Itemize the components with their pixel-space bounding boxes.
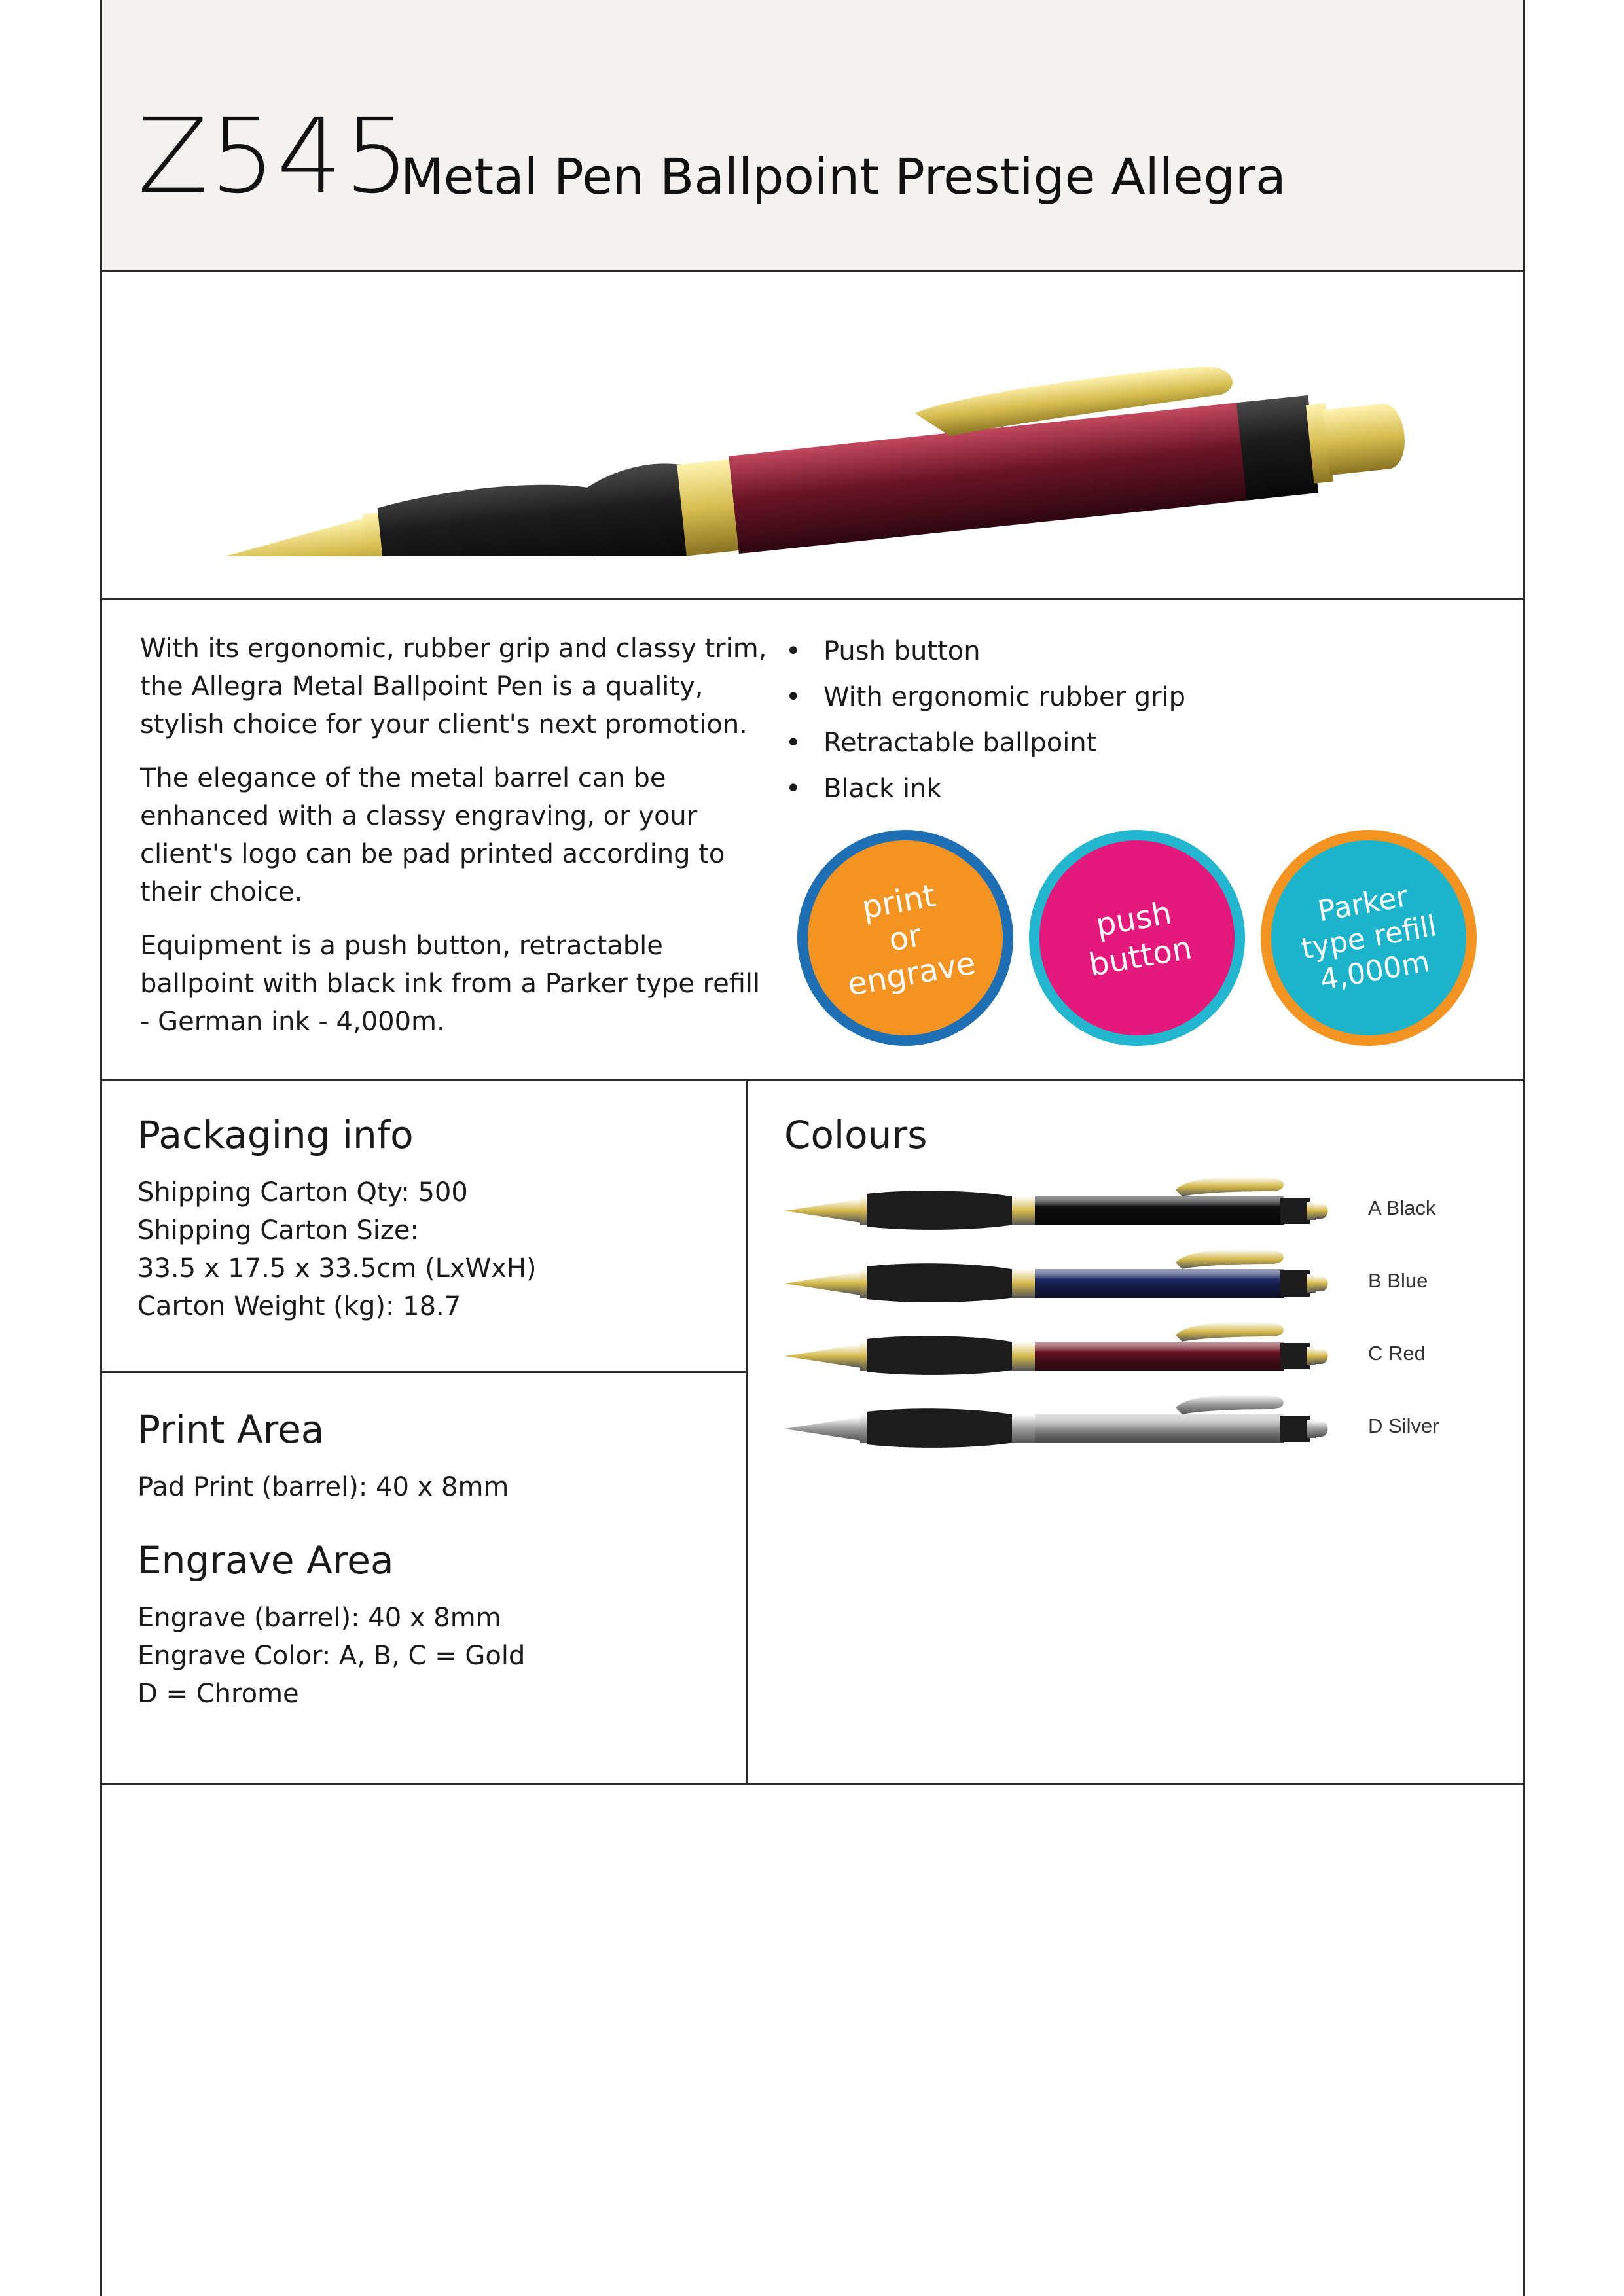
colour-label: A Black [1368, 1196, 1436, 1219]
feature-list [785, 628, 1185, 812]
colour-pen-3 [783, 1316, 1333, 1381]
description-paragraph: With its ergonomic, rubber grip and classy trim, the Allegra Metal Ballpoint Pen is a quality, stylish choice for your client's next promotion. [140, 634, 767, 740]
colours-title: Colours [784, 1113, 928, 1157]
print-area-info [137, 1468, 509, 1506]
product-code: Z545 [137, 96, 411, 217]
feature-item: • Retractable ballpoint [785, 720, 1185, 766]
description-paragraph: Equipment is a push button, retractable ballpoint with black ink from a Parker type refill - German ink - 4,000m. [140, 931, 761, 1037]
feature-item: • Push button [785, 628, 1185, 674]
packaging-line: Carton Weight (kg): 18.7 [137, 1291, 461, 1321]
product-title: Metal Pen Ballpoint Prestige Allegra [401, 147, 1286, 206]
colour-label: D Silver [1368, 1414, 1439, 1437]
colour-pen-1 [783, 1170, 1333, 1236]
packaging-title: Packaging info [137, 1113, 414, 1157]
badge-push-button: push button [1029, 830, 1245, 1046]
engrave-area-line: Engrave (barrel): 40 x 8mm [137, 1603, 501, 1633]
engrave-area-line: Engrave Color: A, B, C = Gold [137, 1641, 526, 1671]
engrave-area-title: Engrave Area [137, 1538, 394, 1583]
print-area-title: Print Area [137, 1407, 325, 1452]
packaging-line: Shipping Carton Size: [137, 1215, 419, 1246]
hero-pen-image [164, 308, 1440, 556]
print-area-line: Pad Print (barrel): 40 x 8mm [137, 1472, 509, 1502]
divider [102, 1783, 1523, 1785]
colour-label: B Blue [1368, 1269, 1428, 1292]
colour-label: C Red [1368, 1342, 1426, 1365]
packaging-line: 33.5 x 17.5 x 33.5cm (LxWxH) [137, 1253, 537, 1283]
badge-print-or-engrave: print or engrave [797, 830, 1013, 1046]
divider [102, 270, 1523, 272]
feature-item: • With ergonomic rubber grip [785, 674, 1185, 720]
engrave-area-info [137, 1599, 525, 1713]
feature-item: • Black ink [785, 766, 1185, 812]
product-description [140, 630, 768, 1056]
divider [102, 598, 1523, 600]
packaging-info [137, 1174, 537, 1325]
colour-pen-2 [783, 1243, 1333, 1308]
packaging-line: Shipping Carton Qty: 500 [137, 1177, 468, 1208]
divider [102, 1371, 748, 1373]
divider [102, 1079, 1523, 1081]
description-paragraph: The elegance of the metal barrel can be enhanced with a classy engraving, or your client's logo can be pad printed according to their choice. [140, 763, 725, 907]
column-divider [746, 1079, 748, 1785]
engrave-area-line: D = Chrome [137, 1679, 299, 1709]
colour-pen-4 [783, 1388, 1333, 1454]
badge-parker-refill: Parker type refill 4,000m [1261, 830, 1477, 1046]
